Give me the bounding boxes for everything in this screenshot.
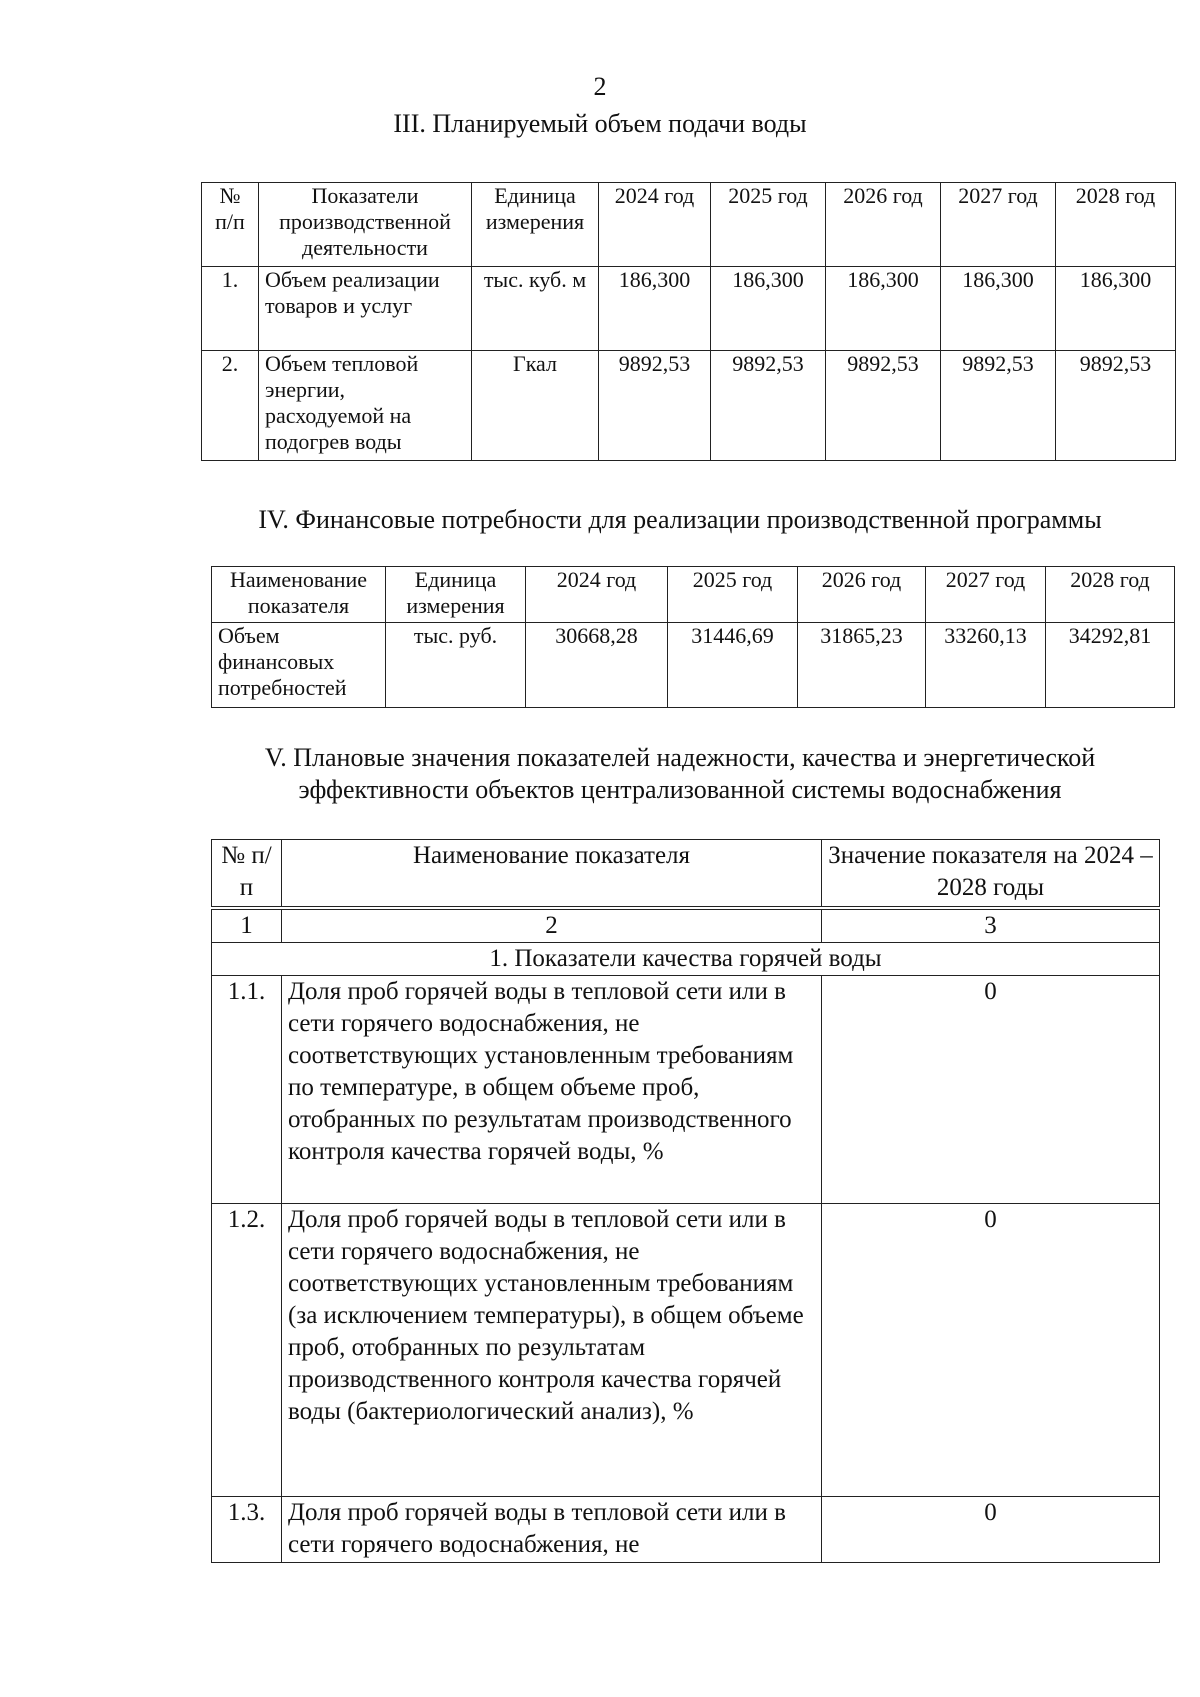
header-cell: № п/п — [212, 840, 282, 908]
header-cell: 2028 год — [1056, 183, 1176, 267]
table-row — [212, 1496, 1160, 1562]
section-3-title: III. Планируемый объем подачи воды — [393, 109, 807, 138]
value-cell: 9892,53 — [826, 351, 941, 461]
value-cell: 31446,69 — [668, 623, 798, 708]
section-5-title — [180, 742, 1180, 806]
header-cell: № п/п — [202, 183, 259, 267]
header-cell: 2026 год — [798, 567, 926, 623]
unit-cell: тыс. куб. м — [472, 267, 599, 351]
value-cell: 186,300 — [1056, 267, 1176, 351]
header-cell: Значение показателя на 2024 – 2028 годы — [822, 840, 1160, 908]
table-row — [212, 1203, 1160, 1496]
group-title: 1. Показатели качества горячей воды — [212, 942, 1160, 975]
indicator-name: Доля проб горячей воды в тепловой сети или в сети горячего водоснабжения, не соответствующих установленным требованиям по температуре, в общем объеме проб, отобранных по результатам производственного контроля качества горячей воды, % — [282, 975, 822, 1203]
section-4-title: IV. Финансовые потребности для реализации производственной программы — [258, 505, 1102, 534]
header-cell: 2025 год — [668, 567, 798, 623]
column-number: 3 — [822, 908, 1160, 943]
value-cell: 34292,81 — [1046, 623, 1175, 708]
group-title-row — [212, 942, 1160, 975]
value-cell: 33260,13 — [926, 623, 1046, 708]
value-cell: 0 — [822, 975, 1160, 1203]
reliability-indicators-table — [211, 839, 1160, 1563]
header-cell: Наименование показателя — [282, 840, 822, 908]
financial-needs-table — [211, 566, 1175, 708]
column-number-row — [212, 908, 1160, 943]
value-cell: 9892,53 — [941, 351, 1056, 461]
value-cell: 0 — [822, 1203, 1160, 1496]
indicator-name: Доля проб горячей воды в тепловой сети или в сети горячего водоснабжения, не соответствующих установленным требованиям (за исключением температуры), в общем объеме проб, отобранных по результатам производственного контроля качества горячей воды (бактериологический анализ), % — [282, 1203, 822, 1496]
header-cell: Единица измерения — [386, 567, 526, 623]
header-cell: 2027 год — [926, 567, 1046, 623]
indicator-name: Доля проб горячей воды в тепловой сети или в сети горячего водоснабжения, не — [282, 1496, 822, 1562]
header-cell: 2027 год — [941, 183, 1056, 267]
table-header-row — [212, 567, 1175, 623]
value-cell: 31865,23 — [798, 623, 926, 708]
table-row — [212, 623, 1175, 708]
unit-cell: Гкал — [472, 351, 599, 461]
page-number: 2 — [593, 72, 607, 101]
value-cell: 186,300 — [599, 267, 711, 351]
unit-cell: тыс. руб. — [386, 623, 526, 708]
row-number: 1.2. — [212, 1203, 282, 1496]
table-header-row — [202, 183, 1176, 267]
header-cell: 2028 год — [1046, 567, 1175, 623]
section-5-title-line-1: V. Плановые значения показателей надежности, качества и энергетической — [264, 743, 1096, 772]
header-cell: 2024 год — [599, 183, 711, 267]
header-cell: Единица измерения — [472, 183, 599, 267]
value-cell: 9892,53 — [599, 351, 711, 461]
section-5-title-line-2: эффективности объектов централизованной системы водоснабжения — [298, 775, 1062, 804]
header-cell: 2025 год — [711, 183, 826, 267]
value-cell: 9892,53 — [1056, 351, 1176, 461]
header-cell: 2026 год — [826, 183, 941, 267]
value-cell: 0 — [822, 1496, 1160, 1562]
header-cell: Показатели производственной деятельности — [259, 183, 472, 267]
value-cell: 186,300 — [941, 267, 1056, 351]
row-number: 1.3. — [212, 1496, 282, 1562]
indicator-name: Объем тепловой энергии, расходуемой на подогрев воды — [259, 351, 472, 461]
column-number: 1 — [212, 908, 282, 943]
header-cell: 2024 год — [526, 567, 668, 623]
indicator-name: Объем реализации товаров и услуг — [259, 267, 472, 351]
value-cell: 186,300 — [826, 267, 941, 351]
value-cell: 186,300 — [711, 267, 826, 351]
table-row — [212, 975, 1160, 1203]
table-row — [202, 351, 1176, 461]
water-supply-table — [201, 182, 1176, 461]
header-cell: Наименование показателя — [212, 567, 386, 623]
indicator-name: Объем финансовых потребностей — [212, 623, 386, 708]
value-cell: 30668,28 — [526, 623, 668, 708]
column-number: 2 — [282, 908, 822, 943]
row-number: 1. — [202, 267, 259, 351]
row-number: 1.1. — [212, 975, 282, 1203]
table-row — [202, 267, 1176, 351]
value-cell: 9892,53 — [711, 351, 826, 461]
row-number: 2. — [202, 351, 259, 461]
table-header-row — [212, 840, 1160, 908]
